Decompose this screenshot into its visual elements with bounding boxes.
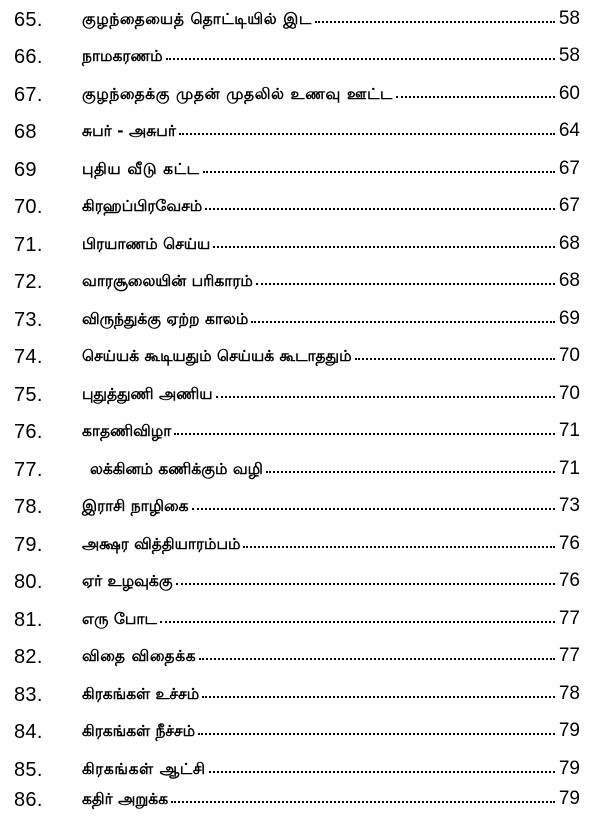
entry-number: 69 bbox=[14, 159, 37, 181]
entry-page-number: 64 bbox=[558, 120, 580, 141]
dot-leader bbox=[203, 171, 555, 173]
entry-page-number: 67 bbox=[558, 195, 580, 216]
dot-leader bbox=[209, 771, 555, 773]
entry-title: வாரசூலையின் பரிகாரம் bbox=[82, 272, 253, 290]
dot-leader bbox=[179, 133, 555, 135]
toc-entry-73 bbox=[0, 304, 600, 341]
entry-page-number: 78 bbox=[558, 683, 580, 704]
entry-title: நாமகரணம் bbox=[82, 47, 163, 65]
dot-leader bbox=[266, 471, 555, 473]
entry-number: 71. bbox=[14, 234, 43, 256]
entry-title: கதிர் அறுக்க bbox=[82, 790, 169, 808]
dot-leader bbox=[355, 358, 555, 360]
toc-entry-78 bbox=[0, 491, 600, 528]
entry-number: 85. bbox=[14, 759, 43, 781]
entry-number: 74. bbox=[14, 346, 43, 368]
dot-leader bbox=[216, 396, 555, 398]
toc-entry-70 bbox=[0, 191, 600, 228]
entry-page-number: 70 bbox=[558, 345, 580, 366]
toc-entry-77 bbox=[0, 454, 600, 491]
entry-number: 73. bbox=[14, 309, 43, 331]
entry-title: செய்யக் கூடியதும் செய்யக் கூடாததும் bbox=[82, 347, 352, 365]
entry-title: விதை விதைக்க bbox=[82, 647, 197, 665]
entry-page-number: 69 bbox=[558, 308, 580, 329]
entry-page-number: 58 bbox=[558, 45, 580, 66]
entry-title: கிரகங்கள் நீச்சம் bbox=[82, 722, 196, 740]
entry-page-number: 79 bbox=[558, 720, 580, 741]
entry-number: 65. bbox=[14, 9, 43, 31]
entry-number: 83. bbox=[14, 684, 43, 706]
entry-page-number: 79 bbox=[558, 758, 580, 779]
toc-entry-71 bbox=[0, 229, 600, 266]
entry-page-number: 68 bbox=[558, 233, 580, 254]
entry-page-number: 77 bbox=[558, 608, 580, 629]
entry-title: எரு போட bbox=[82, 610, 157, 628]
entry-title: புதிய வீடு கட்ட bbox=[82, 160, 200, 178]
toc-entry-82 bbox=[0, 641, 600, 678]
entry-title: பிரயாணம் செய்ய bbox=[82, 235, 211, 253]
entry-title: இராசி நாழிகை bbox=[82, 497, 189, 515]
dot-leader bbox=[160, 621, 555, 623]
entry-number: 76. bbox=[14, 421, 43, 443]
dot-leader bbox=[174, 433, 554, 435]
entry-title: கிரகங்கள் ஆட்சி bbox=[82, 760, 206, 778]
dot-leader bbox=[166, 58, 555, 60]
toc-entry-65 bbox=[0, 4, 600, 41]
dot-leader bbox=[176, 583, 555, 585]
entry-title: புதுத்துணி அணிய bbox=[82, 385, 213, 403]
entry-title: கிரகங்கள் உச்சம் bbox=[82, 685, 200, 703]
entry-title: லக்கினம் கணிக்கும் வழி bbox=[90, 460, 263, 478]
entry-number: 81. bbox=[14, 609, 43, 631]
toc-entry-72 bbox=[0, 266, 600, 303]
entry-page-number: 71 bbox=[558, 458, 580, 479]
entry-number: 72. bbox=[14, 271, 43, 293]
dot-leader bbox=[213, 246, 555, 248]
entry-number: 78. bbox=[14, 496, 43, 518]
entry-number: 79. bbox=[14, 534, 43, 556]
entry-number: 67. bbox=[14, 84, 43, 106]
entry-number: 82. bbox=[14, 646, 43, 668]
entry-page-number: 60 bbox=[558, 83, 580, 104]
entry-title: விருந்துக்கு ஏற்ற காலம் bbox=[82, 310, 249, 328]
toc-entry-83 bbox=[0, 679, 600, 716]
toc-entry-79 bbox=[0, 529, 600, 566]
toc-entry-75 bbox=[0, 379, 600, 416]
entry-page-number: 68 bbox=[558, 270, 580, 291]
entry-page-number: 76 bbox=[558, 570, 580, 591]
entry-number: 70. bbox=[14, 196, 43, 218]
entry-title: ஏர் உழவுக்கு bbox=[82, 572, 173, 590]
toc-entry-86 bbox=[0, 784, 600, 821]
entry-page-number: 79 bbox=[558, 788, 580, 809]
entry-page-number: 71 bbox=[558, 420, 580, 441]
toc-entry-76 bbox=[0, 416, 600, 453]
entry-title: குழந்தையைத் தொட்டியில் இட bbox=[82, 10, 312, 28]
entry-page-number: 58 bbox=[558, 8, 580, 29]
toc-entry-66 bbox=[0, 41, 600, 78]
toc-entry-74 bbox=[0, 341, 600, 378]
entry-number: 66. bbox=[14, 46, 43, 68]
toc-entry-80 bbox=[0, 566, 600, 603]
dot-leader bbox=[256, 283, 555, 285]
toc-entry-68 bbox=[0, 116, 600, 153]
entry-number: 68 bbox=[14, 121, 37, 143]
entry-page-number: 67 bbox=[558, 158, 580, 179]
entry-page-number: 76 bbox=[558, 533, 580, 554]
dot-leader bbox=[251, 321, 555, 323]
dot-leader bbox=[243, 546, 554, 548]
entry-title: கிரஹப்பிரவேசம் bbox=[82, 197, 203, 215]
entry-title: காதணிவிழா bbox=[82, 422, 172, 440]
dot-leader bbox=[202, 696, 555, 698]
entry-page-number: 73 bbox=[558, 495, 580, 516]
toc-entry-69 bbox=[0, 154, 600, 191]
entry-page-number: 77 bbox=[558, 645, 580, 666]
dot-leader bbox=[205, 208, 555, 210]
dot-leader bbox=[198, 733, 555, 735]
toc-entry-81 bbox=[0, 604, 600, 641]
entry-number: 84. bbox=[14, 721, 43, 743]
entry-number: 80. bbox=[14, 571, 43, 593]
entry-number: 75. bbox=[14, 384, 43, 406]
dot-leader bbox=[199, 658, 555, 660]
dot-leader bbox=[192, 508, 555, 510]
dot-leader bbox=[171, 801, 555, 803]
dot-leader bbox=[396, 96, 555, 98]
entry-title: குழந்தைக்கு முதன் முதலில் உணவு ஊட்ட bbox=[82, 85, 393, 103]
entry-number: 86. bbox=[14, 789, 43, 811]
dot-leader bbox=[315, 21, 555, 23]
entry-title: அக்ஷர வித்தியாரம்பம் bbox=[82, 535, 241, 553]
toc-entry-67 bbox=[0, 79, 600, 116]
entry-page-number: 70 bbox=[558, 383, 580, 404]
toc-entry-84 bbox=[0, 716, 600, 753]
entry-title: சுபர் - அசுபர் bbox=[82, 122, 176, 140]
entry-number: 77. bbox=[14, 459, 43, 481]
